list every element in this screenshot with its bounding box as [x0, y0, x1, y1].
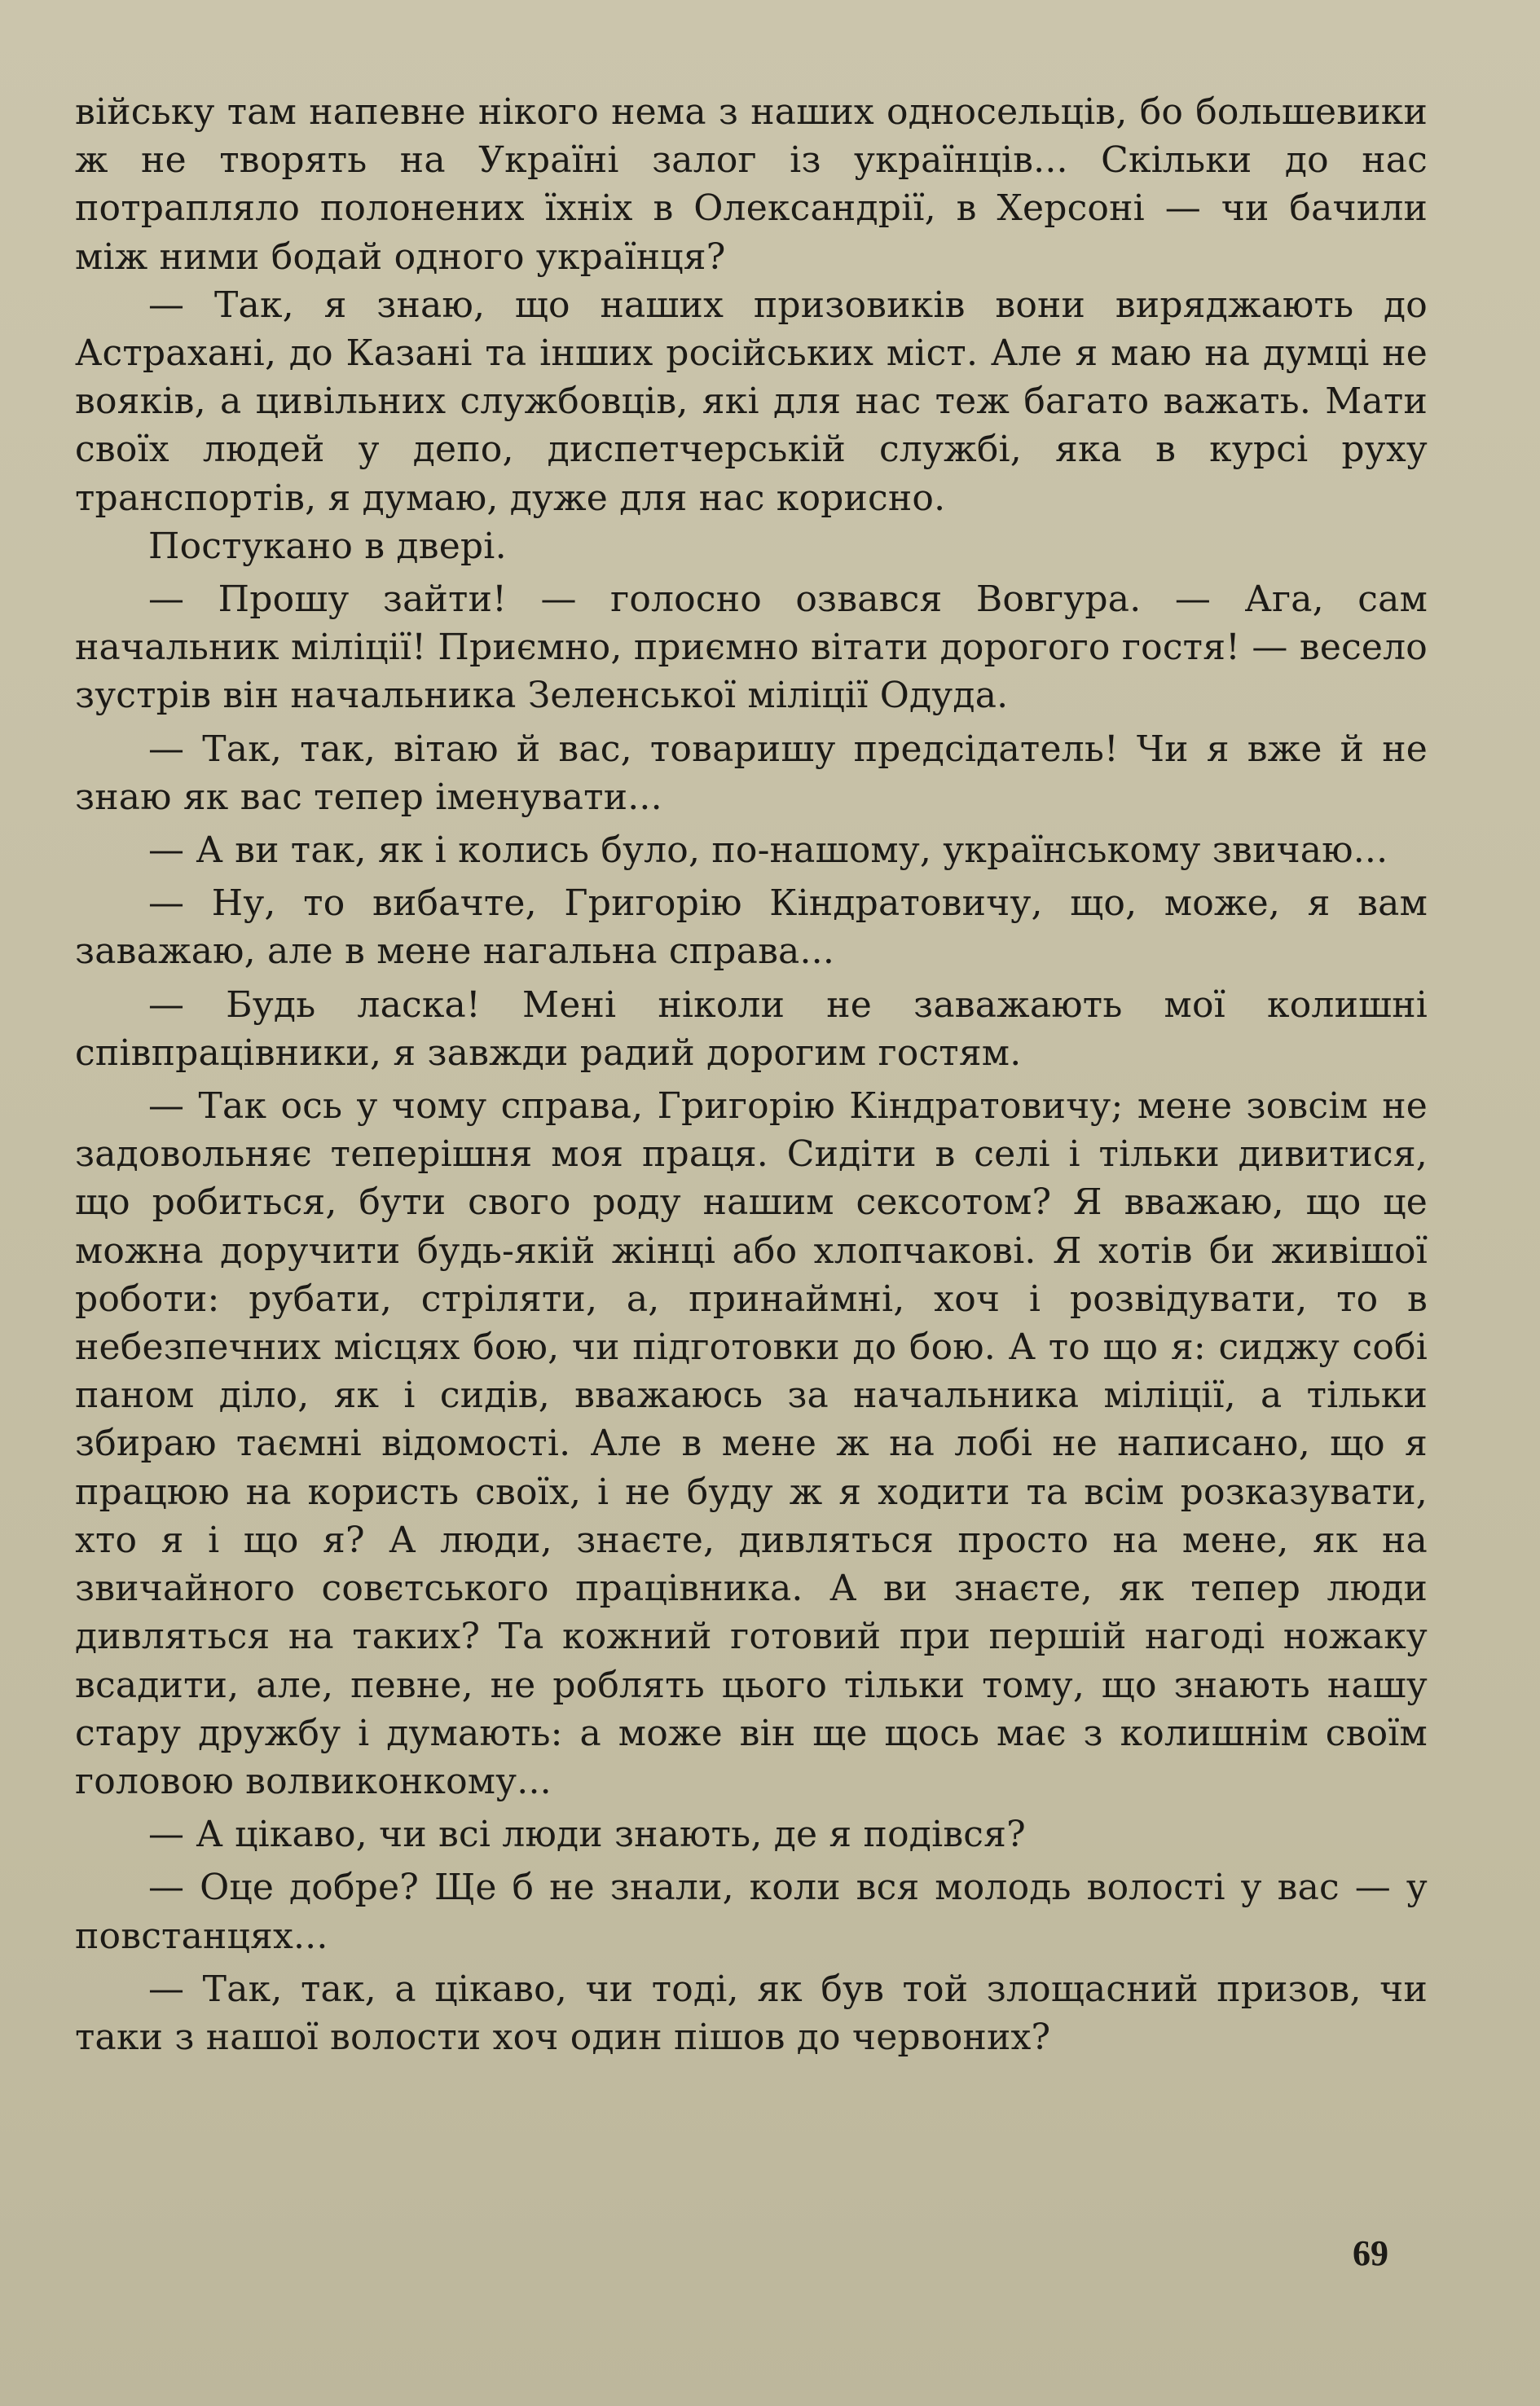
paragraph-12: — Так, так, а цікаво, чи тоді, як був той злощасний призов, чи таки з нашої волости хоч один пішов до червоних? — [75, 1968, 1428, 2058]
paragraph-9: — Так ось у чому справа, Григорію Кіндратовичу; мене зовсім не задовольняє теперішня моя праця. Сидіти в селі і тільки дивитися, що робиться, бути свого роду нашим сексотом? Я вважаю, що це можна доручити будь-якій жінці або хлопчакові. Я хотів би живішої роботи: рубати, стріляти, а, принаймні, хоч і розвідувати, то в небезпечних місцях бою, чи підготовки до бою. А то що я: сиджу собі паном діло, як і сидів, вважаюсь за начальника міліції, а тільки збираю таємні відомості. Але в мене ж на лобі не написано, що я працюю на користь своїх, і не буду ж я ходити та всім розказувати, хто я і що я? А люди, знаєте, дивляться просто на мене, як на звичайного совєтського працівника. А ви знаєте, як тепер люди дивляться на таких? Та кожний готовий при першій нагоді ножаку всадити, але, певне, не роблять цього тільки тому, що знають нашу стару дружбу і думають: а може він ще щось має з колишнім своїм головою волвиконкому... — [75, 1085, 1428, 1802]
paragraph-4: — Прошу зайти! — голосно озвався Вовгура. — Ага, сам начальник міліції! Приємно, приємно вітати дорогого гостя! — весело зустрів він начальника Зеленської міліції Одуда. — [75, 578, 1428, 717]
page-number: 69 — [1353, 2233, 1388, 2273]
paragraph-6: — А ви так, як і колись було, по-нашому, українському звичаю... — [148, 829, 1388, 872]
paragraph-8: — Будь ласка! Мені ніколи не заважають мої колишні співпрацівники, я завжди радий дорогим гостям. — [75, 983, 1428, 1074]
paragraph-10: — А цікаво, чи всі люди знають, де я подівся? — [148, 1814, 1026, 1856]
paragraph-2: — Так, я знаю, що наших призовиків вони виряджають до Астрахані, до Казані та інших російських міст. Але я маю на думці не вояків, а цивільних службовців, які для нас теж багато важать. Мати своїх людей у депо, диспетчерській службі, яка в курсі руху транспортів, я думаю, дуже для нас корисно. — [75, 284, 1428, 519]
paragraph-5: — Так, так, вітаю й вас, товаришу предсідатель! Чи я вже й не знаю як вас тепер іменувати... — [75, 728, 1428, 818]
paragraph-1: війську там напевне нікого нема з наших односельців, бо большевики ж не творять на Україні залог із українців... Скільки до нас потрапляло полонених їхніх в Олександрії, в Херсоні — чи бачили між ними бодай одного українця? — [75, 91, 1428, 278]
paragraph-3: Постукано в двері. — [148, 525, 507, 567]
paragraph-11: — Оце добре? Ще б не знали, коли вся молодь волості у вас — у повстанцях... — [75, 1867, 1428, 1957]
page-text — [75, 88, 1428, 2061]
paragraph-7: — Ну, то вибачте, Григорію Кіндратовичу, що, може, я вам заважаю, але в мене нагальна справа... — [75, 882, 1428, 973]
